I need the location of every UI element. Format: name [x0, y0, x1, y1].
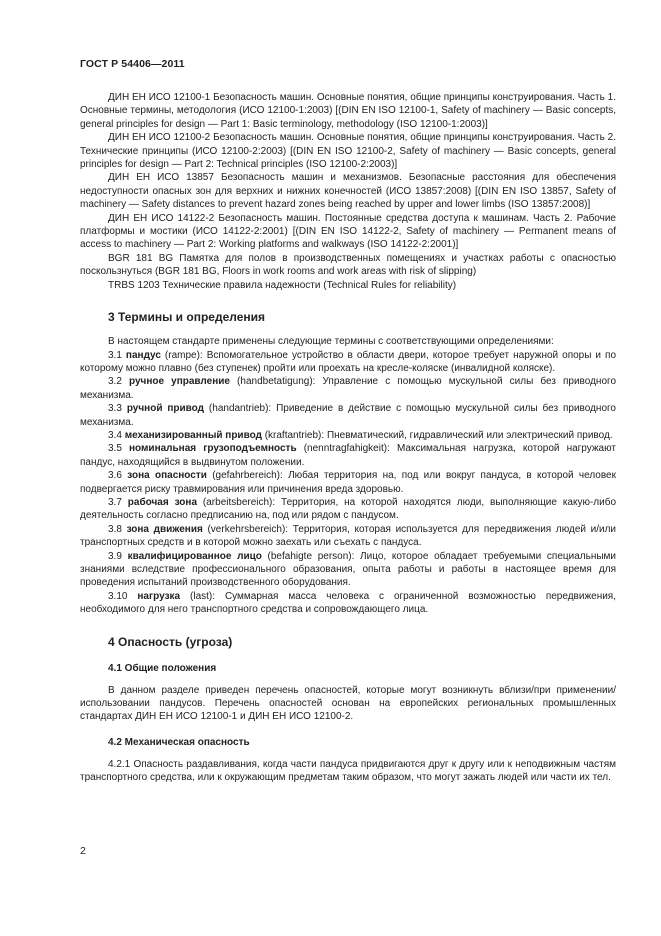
reference-entry: BGR 181 BG Памятка для полов в производственных помещениях и участках работы с опасностью поскользнуться (BGR 181 BG, Floors in work rooms and work areas with risk of slipping) — [80, 252, 616, 278]
term-text: (verkehrsbereich): Территория, которая используется для передвижения людей и/или транспортных средств и в которой можно заехать или съехать с пандуса. — [80, 523, 616, 549]
term-text: (arbeitsbereich): Территория, на которой находятся люди, выполняющие какую-либо деятельность согласно предписанию на, под или рядом с пандусом. — [80, 496, 617, 522]
term-name: механизированный привод — [124, 429, 262, 441]
term-name: ручной привод — [126, 403, 205, 415]
term-definition — [80, 375, 616, 402]
term-definition — [80, 442, 616, 469]
term-number: 3.7 — [108, 496, 122, 508]
term-number: 3.9 — [108, 550, 122, 562]
term-name: нагрузка — [137, 590, 181, 602]
term-text: (last): Суммарная масса человека с ограниченной возможностью передвижения, необходимого для него транспортного средства и сопровождающего лица. — [80, 590, 616, 616]
term-definition — [80, 496, 616, 523]
term-name: зона движения — [126, 523, 203, 535]
clause-4-2-1-text: 4.2.1 Опасность раздавливания, когда части пандуса придвигаются друг к другу или к неподвижным частям транспортного средства, или к окружающим предметам таким образом, что могут зажать людей или части их тел. — [80, 758, 616, 784]
term-number: 3.2 — [108, 376, 122, 388]
section-3-intro: В настоящем стандарте применены следующие термины с соответствующими определениями: — [108, 336, 554, 348]
term-text: (befahigte person): Лицо, которое обладает требуемыми специальными знаниями вследствие профессионального образования, опыта работы и работы в настоящее время для проведения испытаний производственного оборудования. — [80, 550, 617, 589]
subsection-4-1-text: В данном разделе приведен перечень опасностей, которые могут возникнуть вблизи/при применении/использовании пандусов. Перечень опасностей основан на европейских региональных промышленных стандартах ДИН ЕН ИСО 12100-1 и ДИН ЕН ИСО 12100-2. — [80, 684, 616, 723]
term-number: 3.8 — [108, 523, 122, 535]
term-definition — [80, 469, 616, 496]
term-name: зона опасности — [127, 470, 207, 482]
reference-entry: ДИН ЕН ИСО 12100-2 Безопасность машин. Основные понятия, общие принципы конструирования. Часть 2. Технические принципы (ИСО 12100-2:2003) [(DIN EN ISO 12100-2, Safety of machinery — Basic concepts, general principles for design — Part 2: Technical principles (ISO 12100-2:2003)] — [80, 132, 616, 171]
term-text: (handantrieb): Приведение в действие с помощью мускульной силы без приводного механизма. — [80, 403, 616, 428]
term-text: (handbetatigung): Управление с помощью мускульной силы без приводного механизма. — [80, 376, 617, 401]
term-text: (kraftantrieb): Пневматический, гидравлический или электрический привод. — [261, 429, 613, 441]
term-text: (nenntragfahigkeit): Максимальная нагрузка, которой нагружают пандус, находящийся в выдвинутом положении. — [80, 443, 616, 468]
term-definition — [80, 402, 616, 429]
term-number: 3.1 — [108, 349, 122, 361]
term-name: пандус — [125, 349, 161, 361]
term-definition — [80, 349, 616, 376]
term-name: рабочая зона — [127, 496, 198, 508]
term-text: (gefahrbereich): Любая территория на, под или вокруг пандуса, в которой человек подвергается риску травмирования или причинения вреда здоровью. — [80, 470, 616, 495]
page-number: 2 — [80, 845, 86, 857]
subsection-4-2-title: 4.2 Механическая опасность — [108, 736, 250, 748]
page-body — [80, 91, 616, 785]
reference-entry: ДИН ЕН ИСО 13857 Безопасность машин и механизмов. Безопасные расстояния для обеспечения недоступности опасных зон для верхних и нижних конечностей (ИСО 13857:2008) [(DIN EN ISO 13857, Safety of machinery — Safety distances to prevent hazard zones being reached by upper and lower limbs (ISO 13857:2008)] — [80, 172, 616, 211]
term-number: 3.10 — [108, 590, 128, 602]
term-text: (rampe): Вспомогательное устройство в области двери, которое требует наружной опоры и по которому можно плавно (без ступенек) пройти или проехать на кресле-коляске (инвалидной коляске). — [80, 349, 617, 374]
term-number: 3.3 — [108, 403, 122, 415]
term-definition — [80, 590, 616, 617]
term-number: 3.4 — [108, 429, 122, 441]
section-4-title: 4 Опасность (угроза) — [108, 634, 233, 649]
term-definition — [80, 429, 616, 442]
term-number: 3.6 — [108, 470, 122, 482]
term-name: квалифицированное лицо — [127, 550, 262, 562]
standard-header: ГОСТ Р 54406—2011 — [80, 58, 185, 70]
term-name: ручное управление — [129, 376, 230, 388]
term-number: 3.5 — [108, 443, 122, 455]
reference-entry: ДИН ЕН ИСО 14122-2 Безопасность машин. Постоянные средства доступа к машинам. Часть 2. Рабочие платформы и мостики (ИСО 14122-2:2001) [(DIN EN ISO 14122-2, Safety of machinery — Permanent means of access to machinery — Part 2: Working platforms and walkways (ISO 14122-2:2001)] — [80, 212, 616, 251]
term-name: номинальная грузоподъемность — [129, 443, 297, 455]
reference-entry: TRBS 1203 Технические правила надежности (Technical Rules for reliability) — [108, 279, 457, 291]
section-3-title: 3 Термины и определения — [108, 310, 266, 325]
term-definition — [80, 550, 616, 590]
subsection-4-1-title: 4.1 Общие положения — [108, 662, 217, 674]
term-definition — [80, 523, 616, 550]
reference-entry: ДИН ЕН ИСО 12100-1 Безопасность машин. Основные понятия, общие принципы конструирования. Часть 1. Основные термины, методология (ИСО 12100-1:2003) [(DIN EN ISO 12100-1, Safety of machinery — Basic concepts, general principles for design — Part 1: Basic terminology, methodology (ISO 12100-1:2003)] — [80, 92, 616, 130]
